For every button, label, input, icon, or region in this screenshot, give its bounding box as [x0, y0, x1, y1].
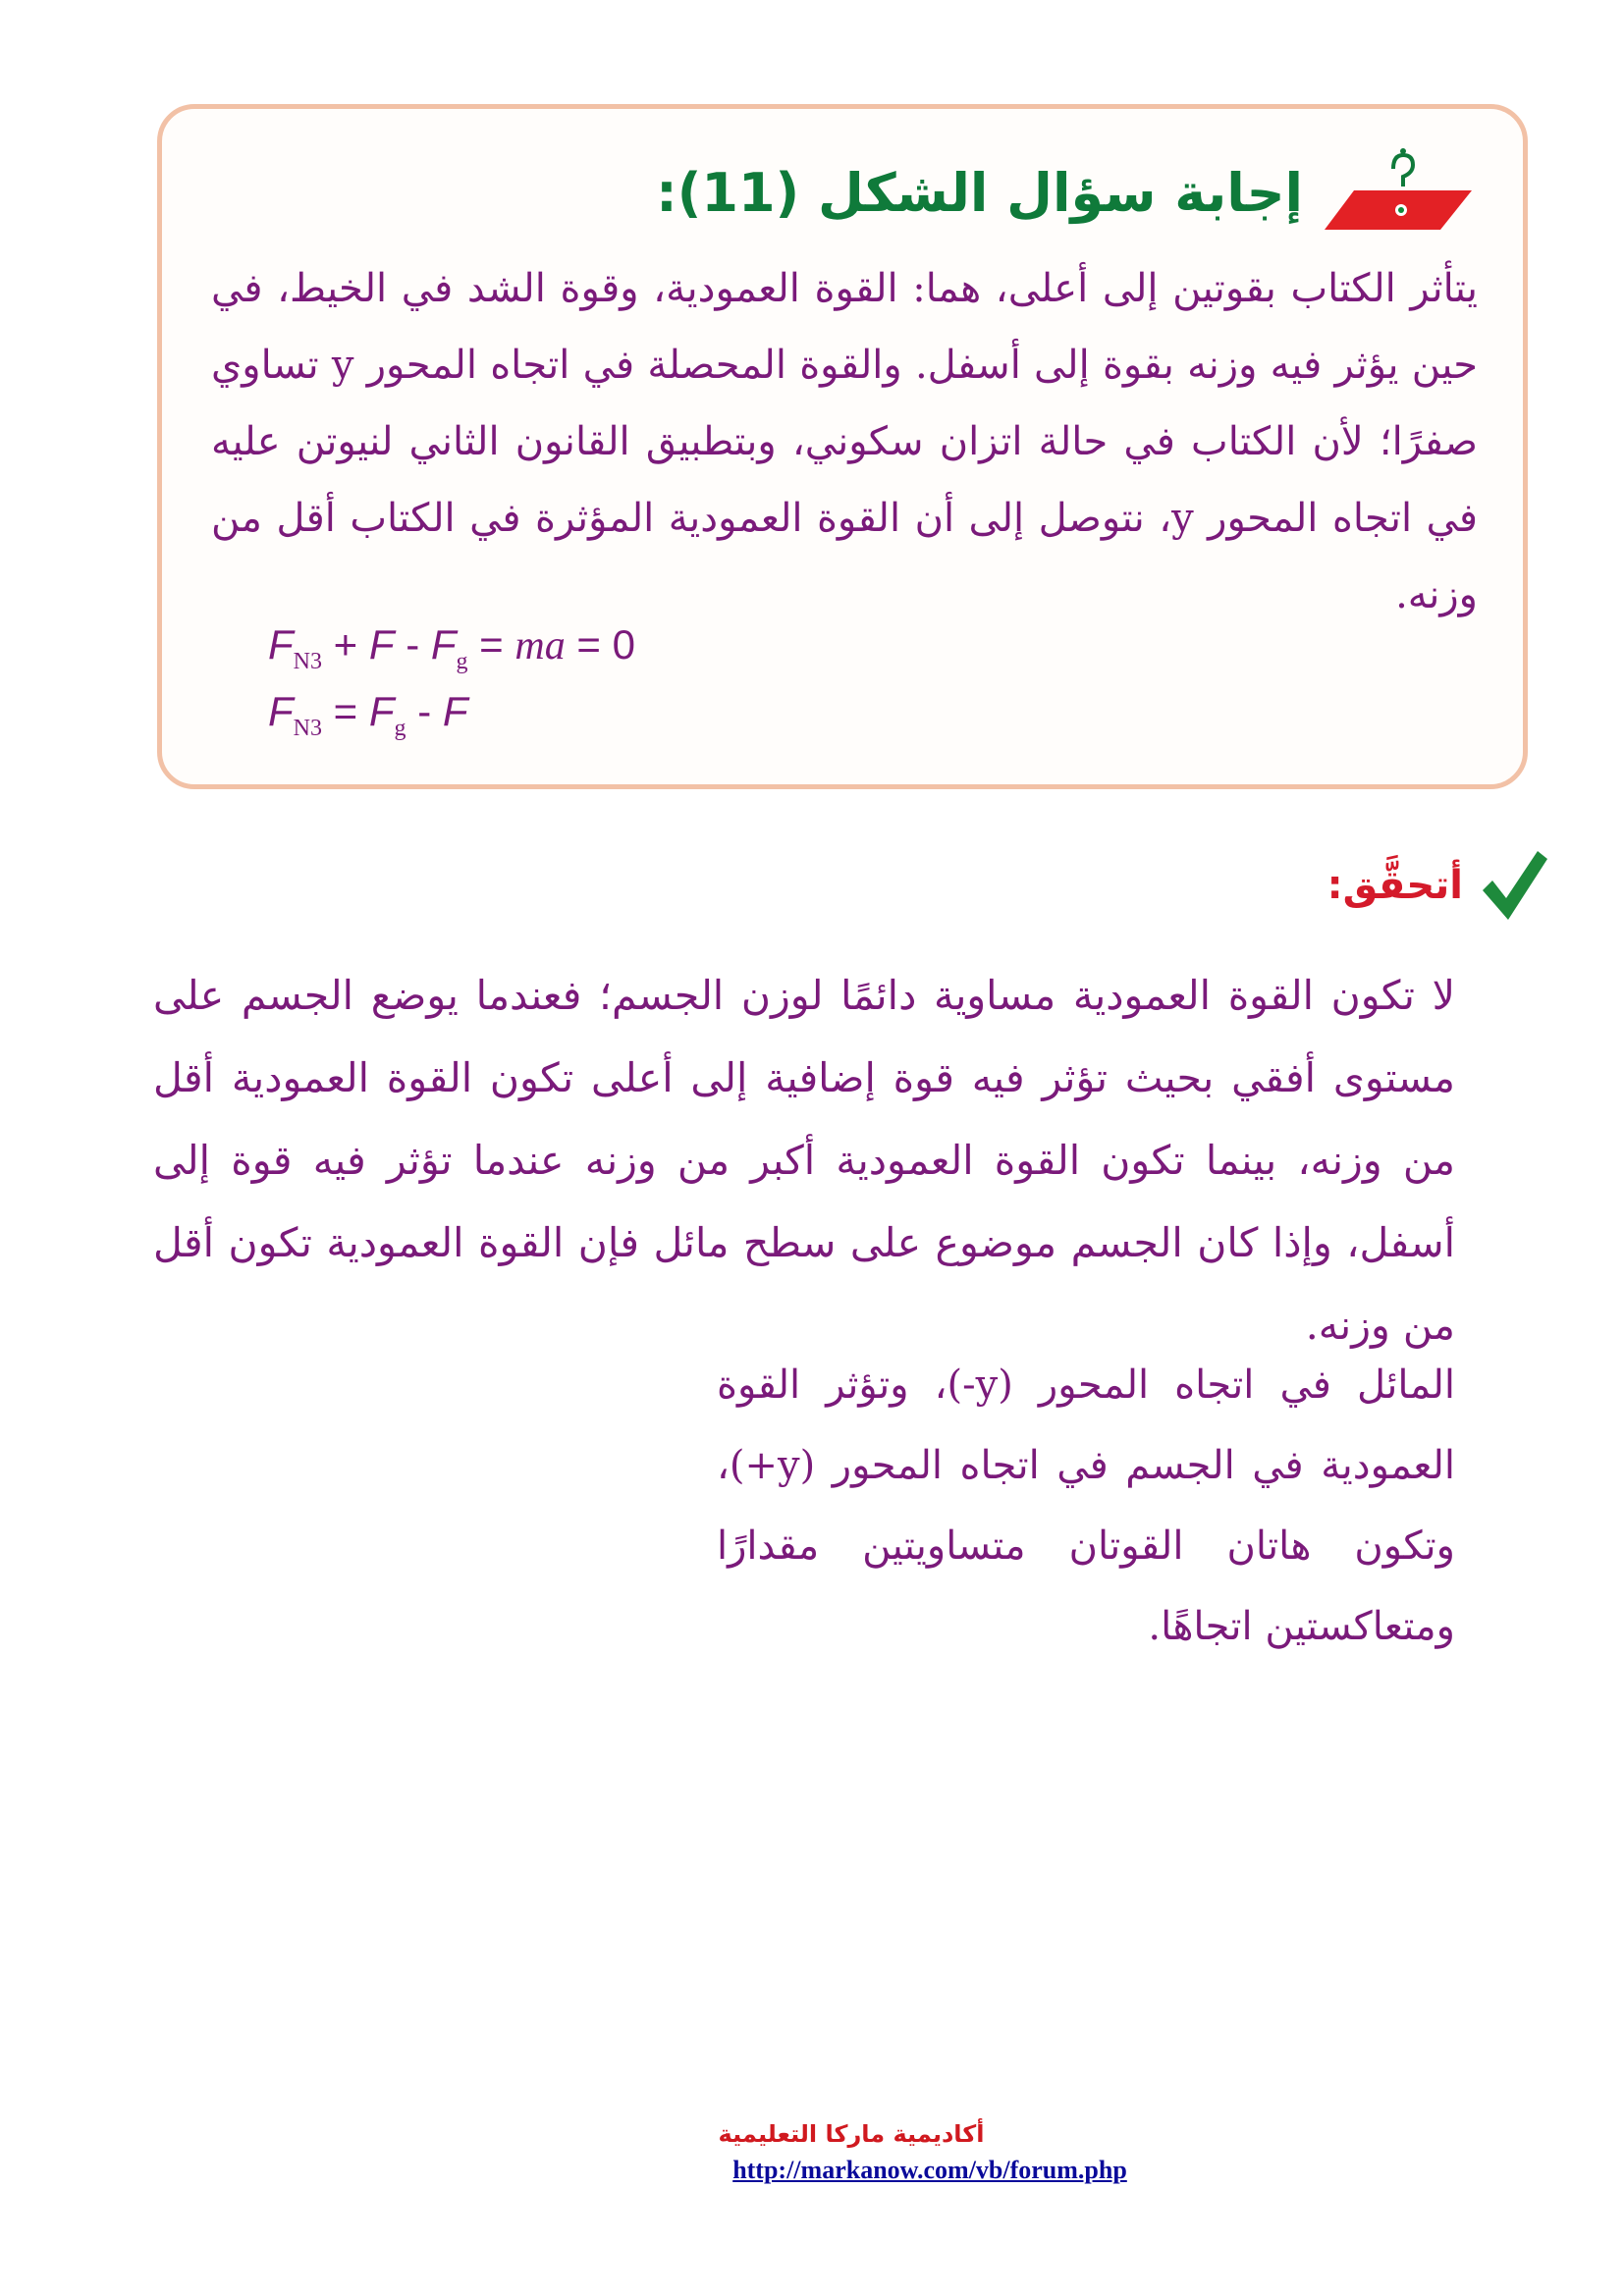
verify-paragraph: لا تكون القوة العمودية مساوية دائمًا لوزن الجسم؛ فعندما يوضع الجسم على مستوى أفقي بحيث تؤثر فيه قوة إضافية إلى أعلى تكون القوة العمودية أقل من وزنه، بينما تكون القوة العمودية أكبر من وزنه عندما تؤثر فيه قوة إلى أسفل، وإذا كان الجسم موضوع على سطح مائل فإن القوة العمودية تكون أقل من وزنه. — [153, 972, 1455, 1349]
extra-paragraph: المائل في اتجاه المحور (y-)، وتؤثر القوة العمودية في الجسم في اتجاه المحور (y+)، وتكون هاتان القوتان متساويتين مقدارًا ومتعاكستين اتجاهًا. — [717, 1362, 1456, 1649]
footer-forum-link[interactable]: http://markanow.com/vb/forum.php — [732, 2156, 1127, 2184]
answer-paragraph: يتأثر الكتاب بقوتين إلى أعلى، هما: القوة العمودية، وقوة الشد في الخيط، في حين يؤثر فيه وزنه بقوة إلى أسفل. والقوة المحصلة في اتجاه المحور y تساوي صفرًا؛ لأن الكتاب في حالة اتزان سكوني، وبتطبيق القانون الثاني لنيوتن عليه في اتجاه المحور y، نتوصل إلى أن القوة العمودية المؤثرة في الكتاب أقل من وزنه. — [211, 266, 1478, 617]
checkmark-icon — [1479, 847, 1549, 924]
eq1-symbol-f: F — [268, 621, 294, 667]
eq1-minus: - — [394, 621, 431, 667]
eq2-sub-g: g — [394, 716, 406, 741]
answer-title: إجابة سؤال الشكل (11): — [656, 161, 1303, 224]
equation-line-1 — [268, 612, 857, 678]
eq1-symbol-f2: F — [368, 621, 395, 667]
eq1-symbol-f3: F — [430, 621, 457, 667]
eq1-end: = 0 — [565, 621, 635, 667]
eq2-equals: = — [322, 688, 369, 734]
answer-title-row — [656, 148, 1472, 237]
equations — [268, 612, 857, 745]
eq2-symbol-f3: F — [442, 688, 468, 734]
verify-label: أتحقَّق: — [1326, 863, 1463, 908]
answer-box — [157, 104, 1528, 789]
eq2-symbol-f: F — [268, 688, 294, 734]
eq2-sub-n3: N3 — [293, 716, 322, 741]
footer-academy-name: أكاديمية ماركا التعليمية — [718, 2120, 985, 2148]
eq1-plus: + — [322, 621, 369, 667]
eq1-ma: ma — [514, 623, 566, 668]
eq1-sub-g: g — [456, 649, 468, 674]
verify-heading — [1327, 844, 1549, 927]
question-flag-icon — [1325, 147, 1472, 238]
eq1-equals: = — [467, 621, 515, 667]
eq2-symbol-f2: F — [368, 688, 395, 734]
equation-line-2 — [268, 678, 857, 745]
eq1-sub-n3: N3 — [293, 649, 322, 674]
eq2-minus: - — [406, 688, 443, 734]
